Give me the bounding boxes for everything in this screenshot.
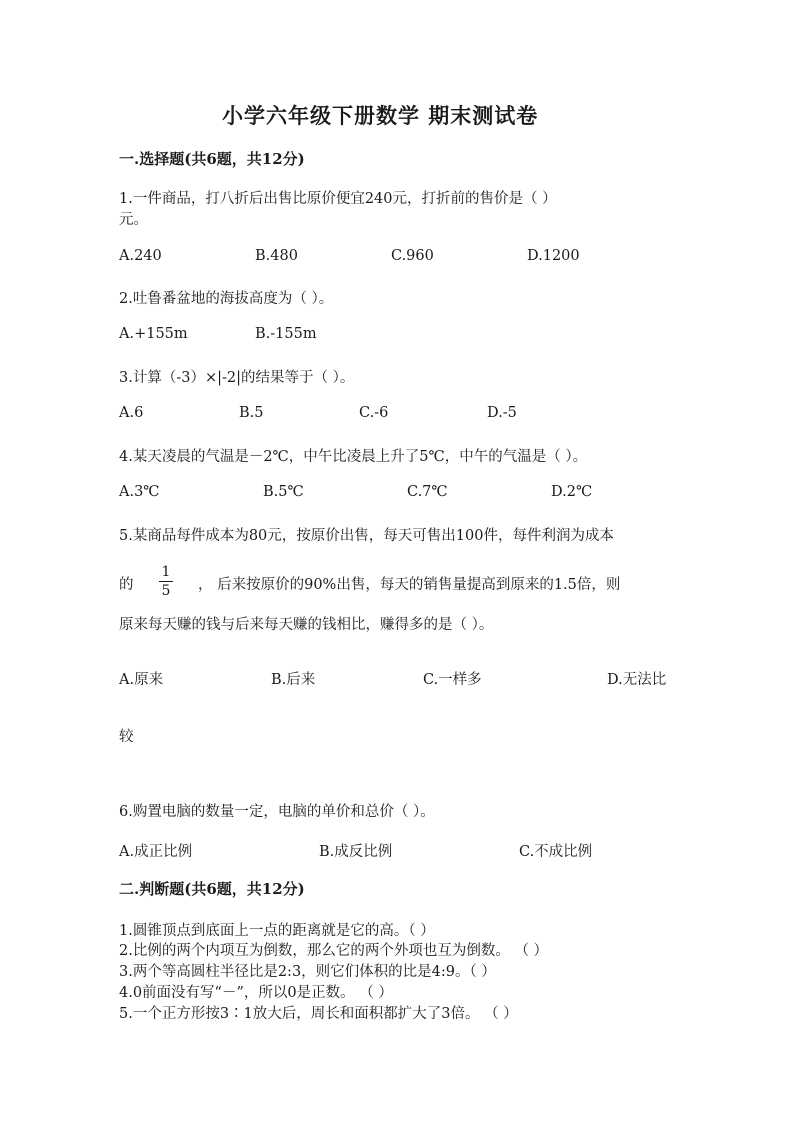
- question-5-line-3: 原来每天赚的钱与后来每天赚的钱相比，赚得多的是（ ）。: [119, 617, 494, 633]
- question-3-option-a: A.6: [119, 405, 144, 421]
- question-3-option-b: B.5: [239, 405, 264, 421]
- fraction-bar: [159, 581, 173, 582]
- fraction-denominator: 5: [161, 583, 171, 599]
- question-6-option-c: C.不成比例: [519, 844, 593, 860]
- question-2-text: 2.吐鲁番盆地的海拔高度为（ ）。: [119, 291, 334, 307]
- question-3-option-d: D.-5: [487, 405, 517, 421]
- question-6-text: 6.购置电脑的数量一定，电脑的单价和总价（ ）。: [119, 804, 435, 820]
- question-1-line-1: 1.一件商品，打八折后出售比原价便宜240元，打折前的售价是（ ）: [119, 191, 557, 207]
- judgment-item-1: 1.圆锥顶点到底面上一点的距离就是它的高。（ ）: [119, 923, 435, 939]
- fraction-one-fifth: [159, 564, 173, 599]
- question-3-option-c: C.-6: [359, 405, 389, 421]
- judgment-item-4: 4.0前面没有写“－”，所以0是正数。 （ ）: [119, 985, 393, 1001]
- question-6-option-a: A.成正比例: [119, 844, 193, 860]
- question-4-option-d: D.2℃: [551, 484, 593, 500]
- question-5-line-2-prefix: 的: [119, 577, 134, 593]
- judgment-item-5: 5.一个正方形按3∶1放大后，周长和面积都扩大了3倍。 （ ）: [119, 1006, 518, 1022]
- question-2-option-b: B.-155m: [255, 326, 317, 342]
- judgment-item-3: 3.两个等高圆柱半径比是2:3，则它们体积的比是4:9。（ ）: [119, 964, 496, 980]
- question-4-text: 4.某天凌晨的气温是－2℃，中午比凌晨上升了5℃，中午的气温是（ ）。: [119, 449, 588, 465]
- question-1-option-b: B.480: [255, 248, 298, 264]
- question-1-option-c: C.960: [391, 248, 434, 264]
- question-1-line-2: 元。: [119, 212, 148, 228]
- question-6-option-b: B.成反比例: [319, 844, 393, 860]
- page-title: 小学六年级下册数学 期末测试卷: [222, 103, 539, 128]
- question-4-option-b: B.5℃: [263, 484, 304, 500]
- section-heading-choice: 一.选择题(共6题，共12分): [119, 150, 305, 168]
- fraction-numerator: 1: [161, 564, 171, 580]
- question-5-option-d: D.无法比: [607, 672, 667, 688]
- question-5-line-1: 5.某商品每件成本为80元，按原价出售，每天可售出100件，每件利润为成本: [119, 528, 614, 544]
- question-3-text: 3.计算（-3）×|-2|的结果等于（ ）。: [119, 370, 355, 386]
- section-heading-judgment: 二.判断题(共6题，共12分): [119, 880, 305, 898]
- question-1-option-a: A.240: [119, 248, 162, 264]
- question-5-option-d-wrap: 较: [119, 729, 134, 745]
- question-4-option-c: C.7℃: [407, 484, 448, 500]
- question-5-option-b: B.后来: [271, 672, 316, 688]
- question-5-line-2-suffix: ， 后来按原价的90%出售，每天的销售量提高到原来的1.5倍，则: [198, 577, 621, 593]
- question-1-option-d: D.1200: [527, 248, 580, 264]
- question-5-option-a: A.原来: [119, 672, 164, 688]
- question-4-option-a: A.3℃: [119, 484, 160, 500]
- question-2-option-a: A.+155m: [119, 326, 188, 342]
- question-5-option-c: C.一样多: [423, 672, 482, 688]
- judgment-item-2: 2.比例的两个内项互为倒数，那么它的两个外项也互为倒数。 （ ）: [119, 943, 549, 959]
